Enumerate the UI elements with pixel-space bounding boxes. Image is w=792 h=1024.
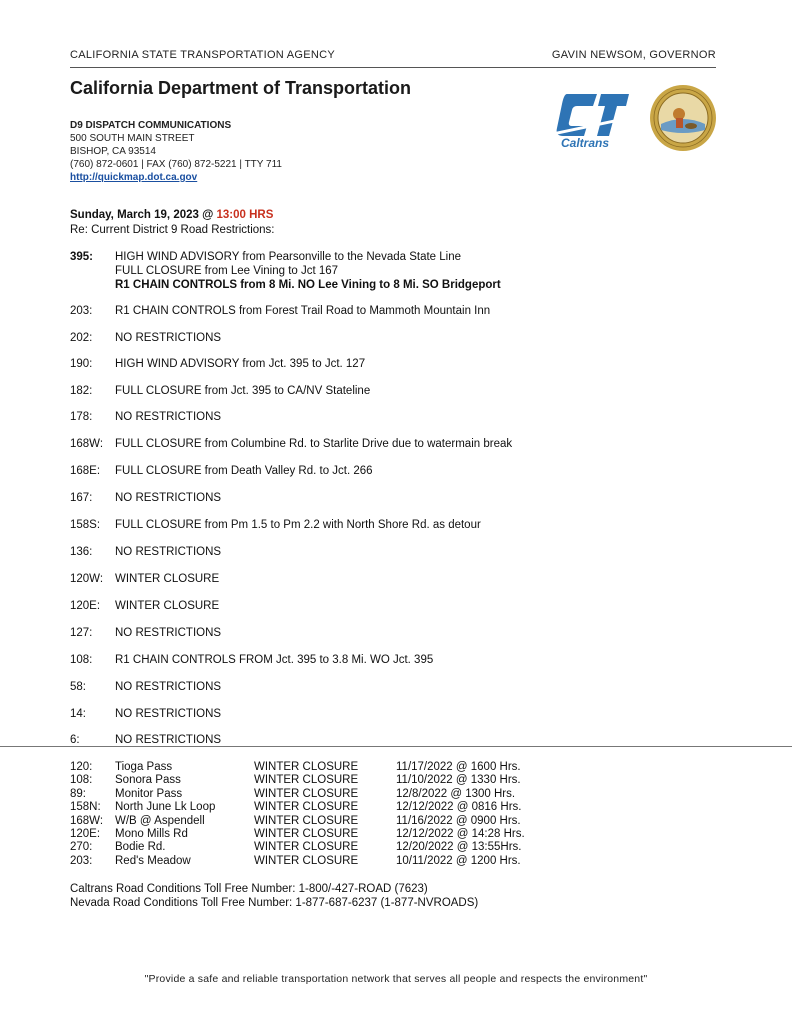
closure-date: 12/12/2022 @ 0816 Hrs. (396, 801, 522, 814)
route-status: HIGH WIND ADVISORY from Jct. 395 to Jct. 127 (115, 358, 366, 370)
closure-route: 158N: (70, 801, 101, 814)
route-status-line: HIGH WIND ADVISORY from Pearsonville to the Nevada State Line (115, 251, 461, 263)
california-seal (649, 84, 717, 152)
route-number: 395: (70, 251, 94, 263)
route-number: 58: (70, 681, 86, 693)
closure-name: Monitor Pass (115, 787, 183, 800)
closure-name: Mono Mills Rd (115, 828, 188, 841)
route-status: NO RESTRICTIONS (115, 492, 222, 504)
closure-name: North June Lk Loop (115, 801, 216, 814)
closure-date: 12/20/2022 @ 13:55Hrs. (396, 841, 522, 854)
route-status: R1 CHAIN CONTROLS from Forest Trail Road to Mammoth Mountain Inn (115, 305, 491, 317)
closure-date: 11/16/2022 @ 0900 Hrs. (396, 814, 521, 827)
closure-date: 12/12/2022 @ 14:28 Hrs. (396, 828, 525, 841)
winter-closure-row (70, 774, 525, 787)
route-status: NO RESTRICTIONS (115, 708, 222, 720)
route-status: WINTER CLOSURE (115, 573, 220, 585)
route-status: NO RESTRICTIONS (115, 411, 222, 423)
agency-name: CALIFORNIA STATE TRANSPORTATION AGENCY (70, 49, 336, 61)
caltrans-toll-number: Caltrans Road Conditions Toll Free Number: 1-800/-427-ROAD (7623) (70, 883, 428, 895)
phone-numbers: (760) 872-0601 | FAX (760) 872-5221 | TTY 711 (70, 159, 282, 170)
report-subject: Re: Current District 9 Road Restrictions: (70, 224, 275, 236)
state-seal-icon (649, 84, 717, 152)
route-status: FULL CLOSURE from Pm 1.5 to Pm 2.2 with North Shore Rd. as detour (115, 519, 481, 531)
report-time: 13:00 HRS (216, 209, 274, 221)
route-status: FULL CLOSURE from Jct. 395 to CA/NV Stateline (115, 385, 371, 397)
closure-status: WINTER CLOSURE (254, 854, 359, 867)
city-address: BISHOP, CA 93514 (70, 146, 156, 157)
route-status: WINTER CLOSURE (115, 600, 220, 612)
closure-status: WINTER CLOSURE (254, 841, 359, 854)
route-number: 190: (70, 358, 93, 370)
route-number: 108: (70, 654, 93, 666)
governor-name: GAVIN NEWSOM, GOVERNOR (551, 49, 716, 61)
winter-closure-row (70, 801, 525, 814)
route-status-line: FULL CLOSURE from Lee Vining to Jct 167 (115, 265, 339, 277)
report-date (70, 209, 273, 221)
closure-name: Tioga Pass (115, 761, 173, 773)
quickmap-link[interactable]: http://quickmap.dot.ca.gov (70, 172, 198, 183)
route-status: NO RESTRICTIONS (115, 627, 222, 639)
winter-closure-row (70, 828, 525, 841)
header-divider (70, 67, 716, 68)
street-address: 500 SOUTH MAIN STREET (70, 133, 195, 144)
route-number: 120W: (70, 573, 104, 585)
toll-free-numbers (70, 882, 478, 910)
winter-closure-row (70, 761, 525, 774)
winter-closure-row (70, 788, 525, 801)
route-number: 158S: (70, 519, 101, 531)
closure-date: 10/11/2022 @ 1200 Hrs. (396, 854, 521, 867)
closure-status: WINTER CLOSURE (254, 801, 359, 814)
route-number: 127: (70, 627, 93, 639)
route-status: FULL CLOSURE from Death Valley Rd. to Jct. 266 (115, 465, 373, 477)
closure-date: 11/17/2022 @ 1600 Hrs. (396, 761, 521, 773)
route-status: NO RESTRICTIONS (115, 681, 222, 693)
closure-status: WINTER CLOSURE (254, 814, 359, 827)
route-number: 202: (70, 332, 93, 344)
caltrans-logo (553, 86, 633, 152)
caltrans-motto: "Provide a safe and reliable transportation network that serves all people and respects the environment" (144, 973, 648, 985)
route-status (115, 250, 715, 292)
closure-name: Red's Meadow (115, 854, 191, 867)
winter-closure-row (70, 815, 525, 828)
closure-name: W/B @ Aspendell (115, 814, 205, 827)
closure-route: 270: (70, 841, 93, 854)
route-number: 6: (70, 734, 80, 746)
winter-closure-table (70, 761, 525, 868)
closure-status: WINTER CLOSURE (254, 828, 359, 841)
closure-status: WINTER CLOSURE (254, 774, 359, 787)
closure-date: 12/8/2022 @ 1300 Hrs. (396, 787, 516, 800)
closure-status: WINTER CLOSURE (254, 761, 359, 773)
address-block (70, 119, 282, 184)
route-status: NO RESTRICTIONS (115, 546, 222, 558)
closure-date: 11/10/2022 @ 1330 Hrs. (396, 774, 521, 787)
route-status: FULL CLOSURE from Columbine Rd. to Starlite Drive due to watermain break (115, 438, 513, 450)
route-number: 178: (70, 411, 93, 423)
department-title: California Department of Transportation (70, 78, 412, 98)
route-number: 168E: (70, 465, 101, 477)
route-status: R1 CHAIN CONTROLS FROM Jct. 395 to 3.8 Mi. WO Jct. 395 (115, 654, 434, 666)
route-number: 182: (70, 385, 93, 397)
closure-route: 203: (70, 854, 93, 867)
closure-name: Sonora Pass (115, 774, 181, 787)
closure-route: 120: (70, 761, 93, 773)
route-number: 168W: (70, 438, 104, 450)
closure-status: WINTER CLOSURE (254, 787, 359, 800)
route-number: 136: (70, 546, 93, 558)
closure-route: 89: (70, 787, 86, 800)
dispatch-org: D9 DISPATCH COMMUNICATIONS (70, 120, 232, 131)
route-number: 167: (70, 492, 93, 504)
route-number: 203: (70, 305, 93, 317)
caltrans-wordmark: Caltrans (561, 136, 610, 150)
winter-closure-row (70, 841, 525, 854)
route-number: 120E: (70, 600, 101, 612)
closure-route: 168W: (70, 814, 104, 827)
route-status: NO RESTRICTIONS (115, 332, 222, 344)
report-date-text: Sunday, March 19, 2023 @ (70, 209, 217, 221)
closure-route: 108: (70, 774, 93, 787)
closure-name: Bodie Rd. (115, 841, 166, 854)
winter-closure-row (70, 855, 525, 868)
section-divider (0, 746, 792, 747)
route-status: NO RESTRICTIONS (115, 734, 222, 746)
route-number: 14: (70, 708, 86, 720)
closure-route: 120E: (70, 828, 101, 841)
route-status-line: R1 CHAIN CONTROLS from 8 Mi. NO Lee Vining to 8 Mi. SO Bridgeport (115, 279, 501, 291)
nevada-toll-number: Nevada Road Conditions Toll Free Number: 1-877-687-6237 (1-877-NVROADS) (70, 897, 479, 909)
